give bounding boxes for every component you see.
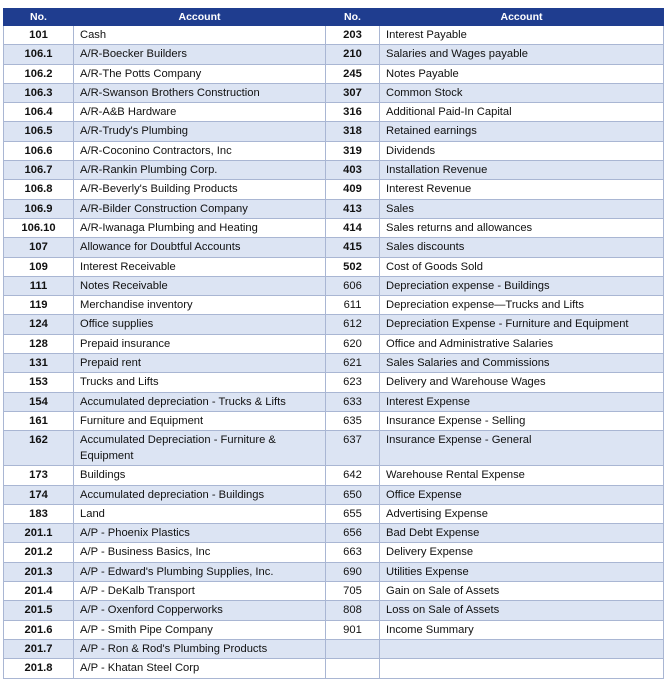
account-name: Prepaid insurance bbox=[74, 334, 326, 353]
account-number: 307 bbox=[326, 83, 380, 102]
account-name: Insurance Expense - General bbox=[380, 431, 664, 466]
account-name: Depreciation Expense - Furniture and Equipment bbox=[380, 315, 664, 334]
account-number: 642 bbox=[326, 466, 380, 485]
account-name: Prepaid rent bbox=[74, 354, 326, 373]
account-number: 161 bbox=[4, 411, 74, 430]
account-name: Interest Revenue bbox=[380, 180, 664, 199]
table-row bbox=[4, 315, 664, 334]
table-row bbox=[4, 334, 664, 353]
account-name: Cash bbox=[74, 26, 326, 45]
table-row bbox=[4, 582, 664, 601]
account-name: A/R-The Potts Company bbox=[74, 64, 326, 83]
table-row bbox=[4, 524, 664, 543]
account-number: 106.10 bbox=[4, 218, 74, 237]
account-number: 154 bbox=[4, 392, 74, 411]
account-name: Retained earnings bbox=[380, 122, 664, 141]
account-number: 316 bbox=[326, 103, 380, 122]
account-name: Dividends bbox=[380, 141, 664, 160]
account-name: A/R-Rankin Plumbing Corp. bbox=[74, 161, 326, 180]
account-number: 183 bbox=[4, 504, 74, 523]
account-number: 201.2 bbox=[4, 543, 74, 562]
table-row bbox=[4, 431, 664, 466]
account-number: 107 bbox=[4, 238, 74, 257]
account-number: 201.5 bbox=[4, 601, 74, 620]
account-name: Depreciation expense - Buildings bbox=[380, 276, 664, 295]
account-number: 201.6 bbox=[4, 620, 74, 639]
table-row bbox=[4, 411, 664, 430]
account-number: 901 bbox=[326, 620, 380, 639]
account-name: Sales returns and allowances bbox=[380, 218, 664, 237]
account-number: 245 bbox=[326, 64, 380, 83]
account-number: 318 bbox=[326, 122, 380, 141]
account-number: 101 bbox=[4, 26, 74, 45]
account-number: 656 bbox=[326, 524, 380, 543]
account-number: 623 bbox=[326, 373, 380, 392]
account-name: Interest Payable bbox=[380, 26, 664, 45]
account-number: 808 bbox=[326, 601, 380, 620]
account-name: A/R-Trudy's Plumbing bbox=[74, 122, 326, 141]
account-number: 201.3 bbox=[4, 562, 74, 581]
account-name: Bad Debt Expense bbox=[380, 524, 664, 543]
account-number: 415 bbox=[326, 238, 380, 257]
table-row bbox=[4, 122, 664, 141]
account-name: A/P - DeKalb Transport bbox=[74, 582, 326, 601]
account-name: Installation Revenue bbox=[380, 161, 664, 180]
account-name: Additional Paid-In Capital bbox=[380, 103, 664, 122]
header-no: No. bbox=[326, 9, 380, 26]
table-row bbox=[4, 64, 664, 83]
account-number: 413 bbox=[326, 199, 380, 218]
account-name: Salaries and Wages payable bbox=[380, 45, 664, 64]
account-name: Merchandise inventory bbox=[74, 296, 326, 315]
account-name: Sales Salaries and Commissions bbox=[380, 354, 664, 373]
account-number: 621 bbox=[326, 354, 380, 373]
account-number: 690 bbox=[326, 562, 380, 581]
account-number: 210 bbox=[326, 45, 380, 64]
account-name: Warehouse Rental Expense bbox=[380, 466, 664, 485]
account-number: 106.1 bbox=[4, 45, 74, 64]
account-name: Sales bbox=[380, 199, 664, 218]
table-row bbox=[4, 659, 664, 678]
account-name: A/P - Phoenix Plastics bbox=[74, 524, 326, 543]
table-row bbox=[4, 45, 664, 64]
account-number: 637 bbox=[326, 431, 380, 466]
account-number: 633 bbox=[326, 392, 380, 411]
account-number: 319 bbox=[326, 141, 380, 160]
chart-of-accounts-table bbox=[3, 8, 664, 679]
table-row bbox=[4, 83, 664, 102]
table-row bbox=[4, 238, 664, 257]
account-number: 414 bbox=[326, 218, 380, 237]
account-name: Office Expense bbox=[380, 485, 664, 504]
account-name: Trucks and Lifts bbox=[74, 373, 326, 392]
table-row bbox=[4, 562, 664, 581]
account-number: 106.6 bbox=[4, 141, 74, 160]
table-row bbox=[4, 373, 664, 392]
account-number: 201.7 bbox=[4, 639, 74, 658]
account-number: 106.7 bbox=[4, 161, 74, 180]
account-name bbox=[380, 639, 664, 658]
account-number: 111 bbox=[4, 276, 74, 295]
account-number: 705 bbox=[326, 582, 380, 601]
account-number: 650 bbox=[326, 485, 380, 504]
account-name: Notes Payable bbox=[380, 64, 664, 83]
table-row bbox=[4, 485, 664, 504]
table-row bbox=[4, 620, 664, 639]
table-row bbox=[4, 276, 664, 295]
account-name: Sales discounts bbox=[380, 238, 664, 257]
account-name: A/R-Boecker Builders bbox=[74, 45, 326, 64]
account-name: A/R-A&B Hardware bbox=[74, 103, 326, 122]
account-name: Accumulated Depreciation - Furniture & Equipment bbox=[74, 431, 326, 466]
account-number: 174 bbox=[4, 485, 74, 504]
table-row bbox=[4, 26, 664, 45]
account-name: Allowance for Doubtful Accounts bbox=[74, 238, 326, 257]
account-name: Accumulated depreciation - Buildings bbox=[74, 485, 326, 504]
account-name: Insurance Expense - Selling bbox=[380, 411, 664, 430]
table-row bbox=[4, 504, 664, 523]
account-number: 162 bbox=[4, 431, 74, 466]
account-name: Utilities Expense bbox=[380, 562, 664, 581]
table-row bbox=[4, 392, 664, 411]
account-number: 655 bbox=[326, 504, 380, 523]
account-number: 119 bbox=[4, 296, 74, 315]
account-name: Interest Receivable bbox=[74, 257, 326, 276]
account-name: Advertising Expense bbox=[380, 504, 664, 523]
account-name: Furniture and Equipment bbox=[74, 411, 326, 430]
account-number: 106.5 bbox=[4, 122, 74, 141]
table-row bbox=[4, 354, 664, 373]
account-name: Common Stock bbox=[380, 83, 664, 102]
table-row bbox=[4, 296, 664, 315]
account-number: 201.4 bbox=[4, 582, 74, 601]
account-name: Notes Receivable bbox=[74, 276, 326, 295]
account-number: 106.2 bbox=[4, 64, 74, 83]
header-account: Account bbox=[380, 9, 664, 26]
table-row bbox=[4, 466, 664, 485]
account-name: A/P - Smith Pipe Company bbox=[74, 620, 326, 639]
account-number: 106.9 bbox=[4, 199, 74, 218]
account-name: Accumulated depreciation - Trucks & Lifts bbox=[74, 392, 326, 411]
account-number: 173 bbox=[4, 466, 74, 485]
table-row bbox=[4, 180, 664, 199]
account-name: A/R-Beverly's Building Products bbox=[74, 180, 326, 199]
account-name: A/R-Bilder Construction Company bbox=[74, 199, 326, 218]
account-number: 635 bbox=[326, 411, 380, 430]
table-row bbox=[4, 103, 664, 122]
table-row bbox=[4, 161, 664, 180]
account-number: 109 bbox=[4, 257, 74, 276]
account-number bbox=[326, 659, 380, 678]
table-row bbox=[4, 218, 664, 237]
account-name: A/R-Coconino Contractors, Inc bbox=[74, 141, 326, 160]
account-number: 106.3 bbox=[4, 83, 74, 102]
account-name: Land bbox=[74, 504, 326, 523]
account-name: A/R-Swanson Brothers Construction bbox=[74, 83, 326, 102]
table-row bbox=[4, 141, 664, 160]
account-number: 663 bbox=[326, 543, 380, 562]
account-name: Gain on Sale of Assets bbox=[380, 582, 664, 601]
account-number: 153 bbox=[4, 373, 74, 392]
account-number: 128 bbox=[4, 334, 74, 353]
account-number: 124 bbox=[4, 315, 74, 334]
account-name: Income Summary bbox=[380, 620, 664, 639]
account-number: 131 bbox=[4, 354, 74, 373]
account-name: A/P - Oxenford Copperworks bbox=[74, 601, 326, 620]
account-name: A/P - Ron & Rod's Plumbing Products bbox=[74, 639, 326, 658]
account-name: Loss on Sale of Assets bbox=[380, 601, 664, 620]
header-account: Account bbox=[74, 9, 326, 26]
account-number: 606 bbox=[326, 276, 380, 295]
account-name: A/P - Edward's Plumbing Supplies, Inc. bbox=[74, 562, 326, 581]
account-number: 502 bbox=[326, 257, 380, 276]
account-number: 106.4 bbox=[4, 103, 74, 122]
account-name: Delivery Expense bbox=[380, 543, 664, 562]
account-number: 403 bbox=[326, 161, 380, 180]
account-number: 611 bbox=[326, 296, 380, 315]
table-row bbox=[4, 199, 664, 218]
account-number: 106.8 bbox=[4, 180, 74, 199]
account-name: Interest Expense bbox=[380, 392, 664, 411]
table-row bbox=[4, 543, 664, 562]
header-no: No. bbox=[4, 9, 74, 26]
account-name bbox=[380, 659, 664, 678]
table-row bbox=[4, 257, 664, 276]
table-row bbox=[4, 639, 664, 658]
account-name: Cost of Goods Sold bbox=[380, 257, 664, 276]
account-number: 409 bbox=[326, 180, 380, 199]
table-row bbox=[4, 601, 664, 620]
account-number: 612 bbox=[326, 315, 380, 334]
account-name: Office and Administrative Salaries bbox=[380, 334, 664, 353]
account-name: Depreciation expense—Trucks and Lifts bbox=[380, 296, 664, 315]
account-number bbox=[326, 639, 380, 658]
account-number: 201.1 bbox=[4, 524, 74, 543]
account-name: Office supplies bbox=[74, 315, 326, 334]
header-row bbox=[4, 9, 664, 26]
account-name: A/R-Iwanaga Plumbing and Heating bbox=[74, 218, 326, 237]
account-number: 201.8 bbox=[4, 659, 74, 678]
account-number: 203 bbox=[326, 26, 380, 45]
account-name: Delivery and Warehouse Wages bbox=[380, 373, 664, 392]
account-name: A/P - Khatan Steel Corp bbox=[74, 659, 326, 678]
account-number: 620 bbox=[326, 334, 380, 353]
account-name: Buildings bbox=[74, 466, 326, 485]
account-name: A/P - Business Basics, Inc bbox=[74, 543, 326, 562]
